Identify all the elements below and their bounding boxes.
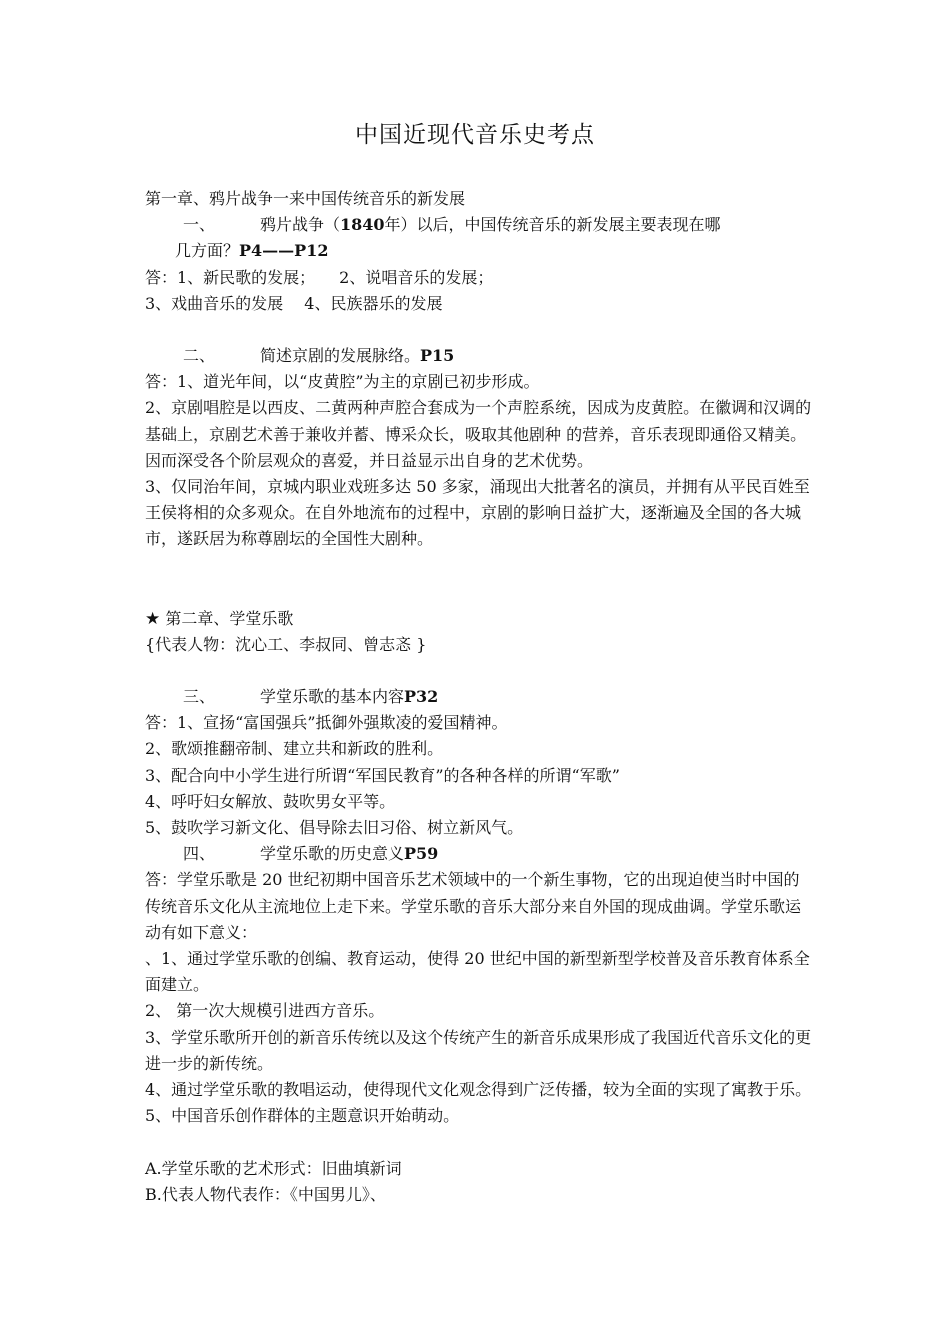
answer-paragraph: 答：1、道光年间，以“皮黄腔”为主的京剧已初步形成。	[145, 372, 540, 392]
page-title: 中国近现代音乐史考点	[355, 122, 595, 148]
question-text: 鸦片战争（	[260, 215, 341, 235]
answer-paragraph: 2、 第一次大规模引进西方音乐。	[145, 1001, 385, 1021]
answer-paragraph: 答：1、宣扬“富国强兵”抵御外强欺凌的爱国精神。	[145, 713, 508, 733]
question-text: 学堂乐歌的历史意义	[260, 844, 405, 864]
answer-paragraph: 2、歌颂推翻帝制、建立共和新政的胜利。	[145, 739, 444, 759]
answer-paragraph: 3、学堂乐歌所开创的新音乐传统以及这个传统产生的新音乐成果形成了我国近代音乐文化的更进一步的新传统。	[145, 1027, 812, 1073]
page-reference: P15	[420, 346, 455, 366]
answer-paragraph: 、1、通过学堂乐歌的创编、教育运动，使得 20 世纪中国的新型新型学校普及音乐教育体系全面建立。	[145, 949, 810, 995]
question-2	[145, 343, 815, 369]
question-year: 1840	[340, 215, 385, 235]
page-reference: P59	[404, 844, 439, 864]
answer-paragraph: 5、鼓吹学习新文化、倡导除去旧习俗、树立新风气。	[145, 818, 524, 838]
note-item-b: B.代表人物代表作：《中国男儿》、	[145, 1184, 386, 1204]
question-number: 二、	[183, 346, 216, 366]
question-1	[145, 212, 815, 238]
chapter-2-heading: ★ 第二章、学堂乐歌	[145, 608, 294, 629]
answer-paragraph: 答：学堂乐歌是 20 世纪初期中国音乐艺术领域中的一个新生事物，它的出现迫使当时中国的传统音乐文化从主流地位上走下来。学堂乐歌的音乐大部分来自外国的现成曲调。学堂乐歌运动有如下意义：	[145, 870, 802, 942]
question-1-cont: 几方面？P4——P12	[175, 241, 329, 261]
answer-paragraph: 3、配合向中小学生进行所谓“军国民教育”的各种各样的所谓“军歌”	[145, 765, 620, 785]
chapter-1-heading: 第一章、鸦片战争一来中国传统音乐的新发展	[145, 189, 466, 208]
answer-paragraph: 2、京剧唱腔是以西皮、二黄两种声腔合套成为一个声腔系统，因成为皮黄腔。在徽调和汉调的基础上，京剧艺术善于兼收并蓄、博采众长，吸取其他剧种 的营养，音乐表现即通俗又精美。因而深受各个阶层观众的喜爱，并日益显示出自身的艺术优势。	[145, 398, 812, 470]
question-number: 一、	[183, 215, 216, 235]
document-body	[145, 186, 815, 1208]
question-number: 四、	[183, 844, 216, 864]
representative-figures: {代表人物：沈心工、李叔同、曾志忞 }	[145, 634, 427, 654]
page-reference: P32	[404, 687, 439, 707]
question-3	[145, 684, 815, 710]
note-item-a: A.学堂乐歌的艺术形式：旧曲填新词	[145, 1158, 402, 1178]
answer-paragraph: 5、中国音乐创作群体的主题意识开始萌动。	[145, 1106, 460, 1126]
question-number: 三、	[183, 687, 216, 707]
star-icon: ★	[145, 608, 161, 629]
question-text: 简述京剧的发展脉络。	[260, 346, 421, 366]
answer-paragraph: 4、通过学堂乐歌的教唱运动，使得现代文化观念得到广泛传播，较为全面的实现了寓教于乐。	[145, 1080, 812, 1100]
answer-line: 3、戏曲音乐的发展 4、民族器乐的发展	[145, 293, 443, 313]
answer-paragraph: 3、仅同治年间，京城内职业戏班多达 50 多家，涌现出大批著名的演员，并拥有从平民百姓至王侯将相的众多观众。在自外地流布的过程中，京剧的影响日益扩大，逐渐遍及全国的各大城市，遂跃居为称尊剧坛的全国性大剧种。	[145, 477, 810, 549]
answer-paragraph: 4、呼吁妇女解放、鼓吹男女平等。	[145, 791, 396, 811]
page-reference: P4——P12	[239, 241, 329, 261]
question-text: 学堂乐歌的基本内容	[260, 687, 405, 707]
question-text-cont: 年）以后，中国传统音乐的新发展主要表现在哪	[384, 215, 721, 235]
question-4	[145, 841, 815, 867]
answer-line: 答：1、新民歌的发展； 2、说唱音乐的发展；	[145, 267, 494, 287]
